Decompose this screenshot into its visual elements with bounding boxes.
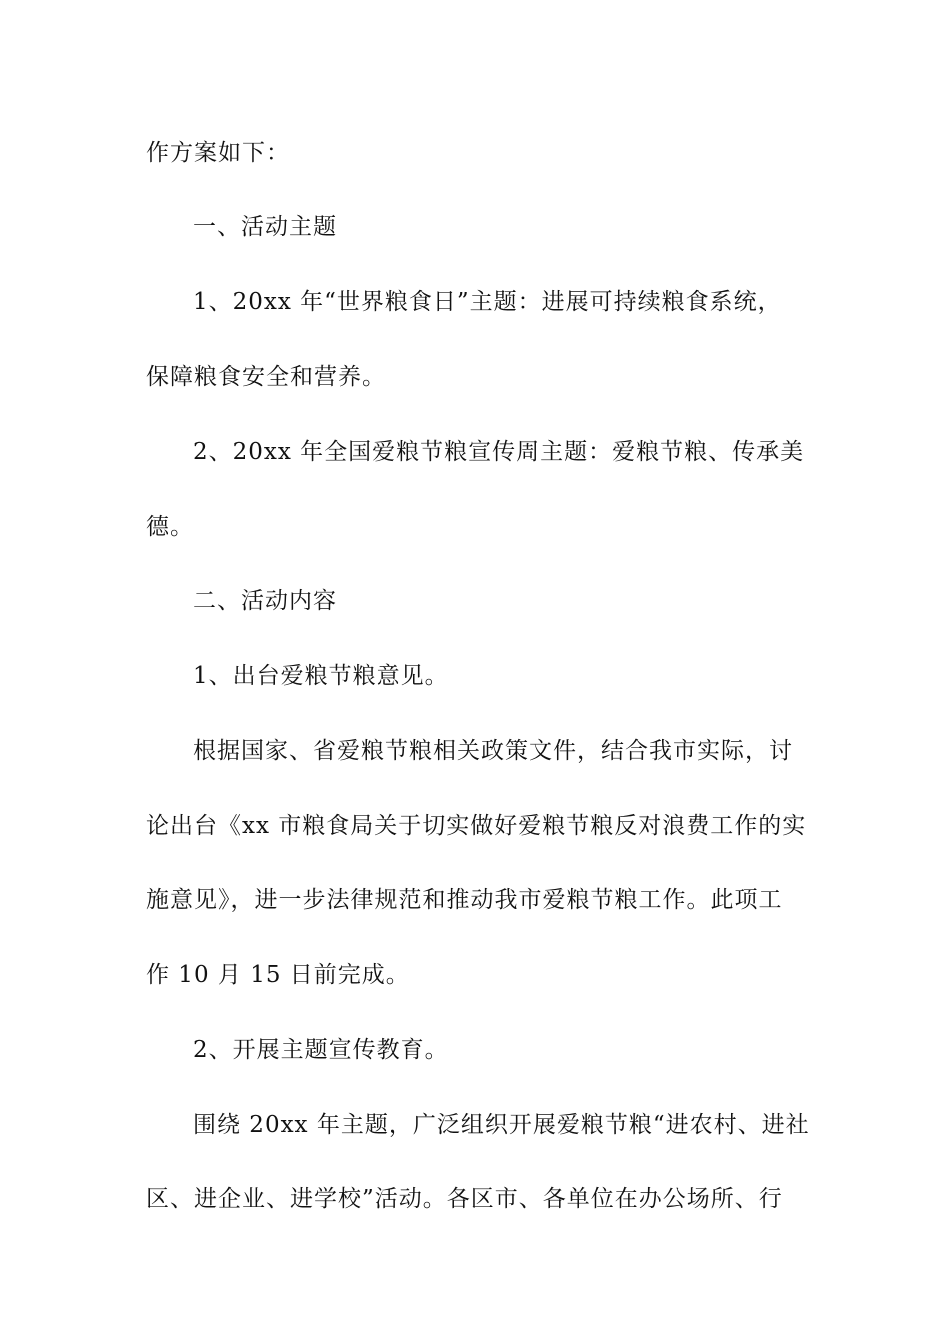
paragraph-line: 德。 [146,514,194,540]
paragraph-line: 2、20xx 年全国爱粮节粮宣传周主题：爱粮节粮、传承美 [193,439,805,465]
paragraph-line: 区、进企业、进学校”活动。各区市、各单位在办公场所、行 [146,1186,783,1212]
paragraph-line: 论出台《xx 市粮食局关于切实做好爱粮节粮反对浪费工作的实 [146,813,807,839]
paragraph-line: 作 10 月 15 日前完成。 [146,962,410,988]
subheading-line: 1、出台爱粮节粮意见。 [193,663,449,689]
paragraph-line: 围绕 20xx 年主题，广泛组织开展爱粮节粮“进农村、进社 [193,1112,810,1138]
paragraph-line: 作方案如下： [146,140,290,166]
paragraph-line: 1、20xx 年“世界粮食日”主题：进展可持续粮食系统， [193,289,782,315]
subheading-line: 2、开展主题宣传教育。 [193,1037,449,1063]
paragraph-line: 保障粮食安全和营养。 [146,364,386,390]
section-heading-theme: 一、活动主题 [193,214,337,240]
paragraph-line: 根据国家、省爱粮节粮相关政策文件，结合我市实际，讨 [193,738,793,764]
paragraph-line: 施意见》，进一步法律规范和推动我市爱粮节粮工作。此项工 [146,887,783,913]
section-heading-content: 二、活动内容 [193,588,337,614]
